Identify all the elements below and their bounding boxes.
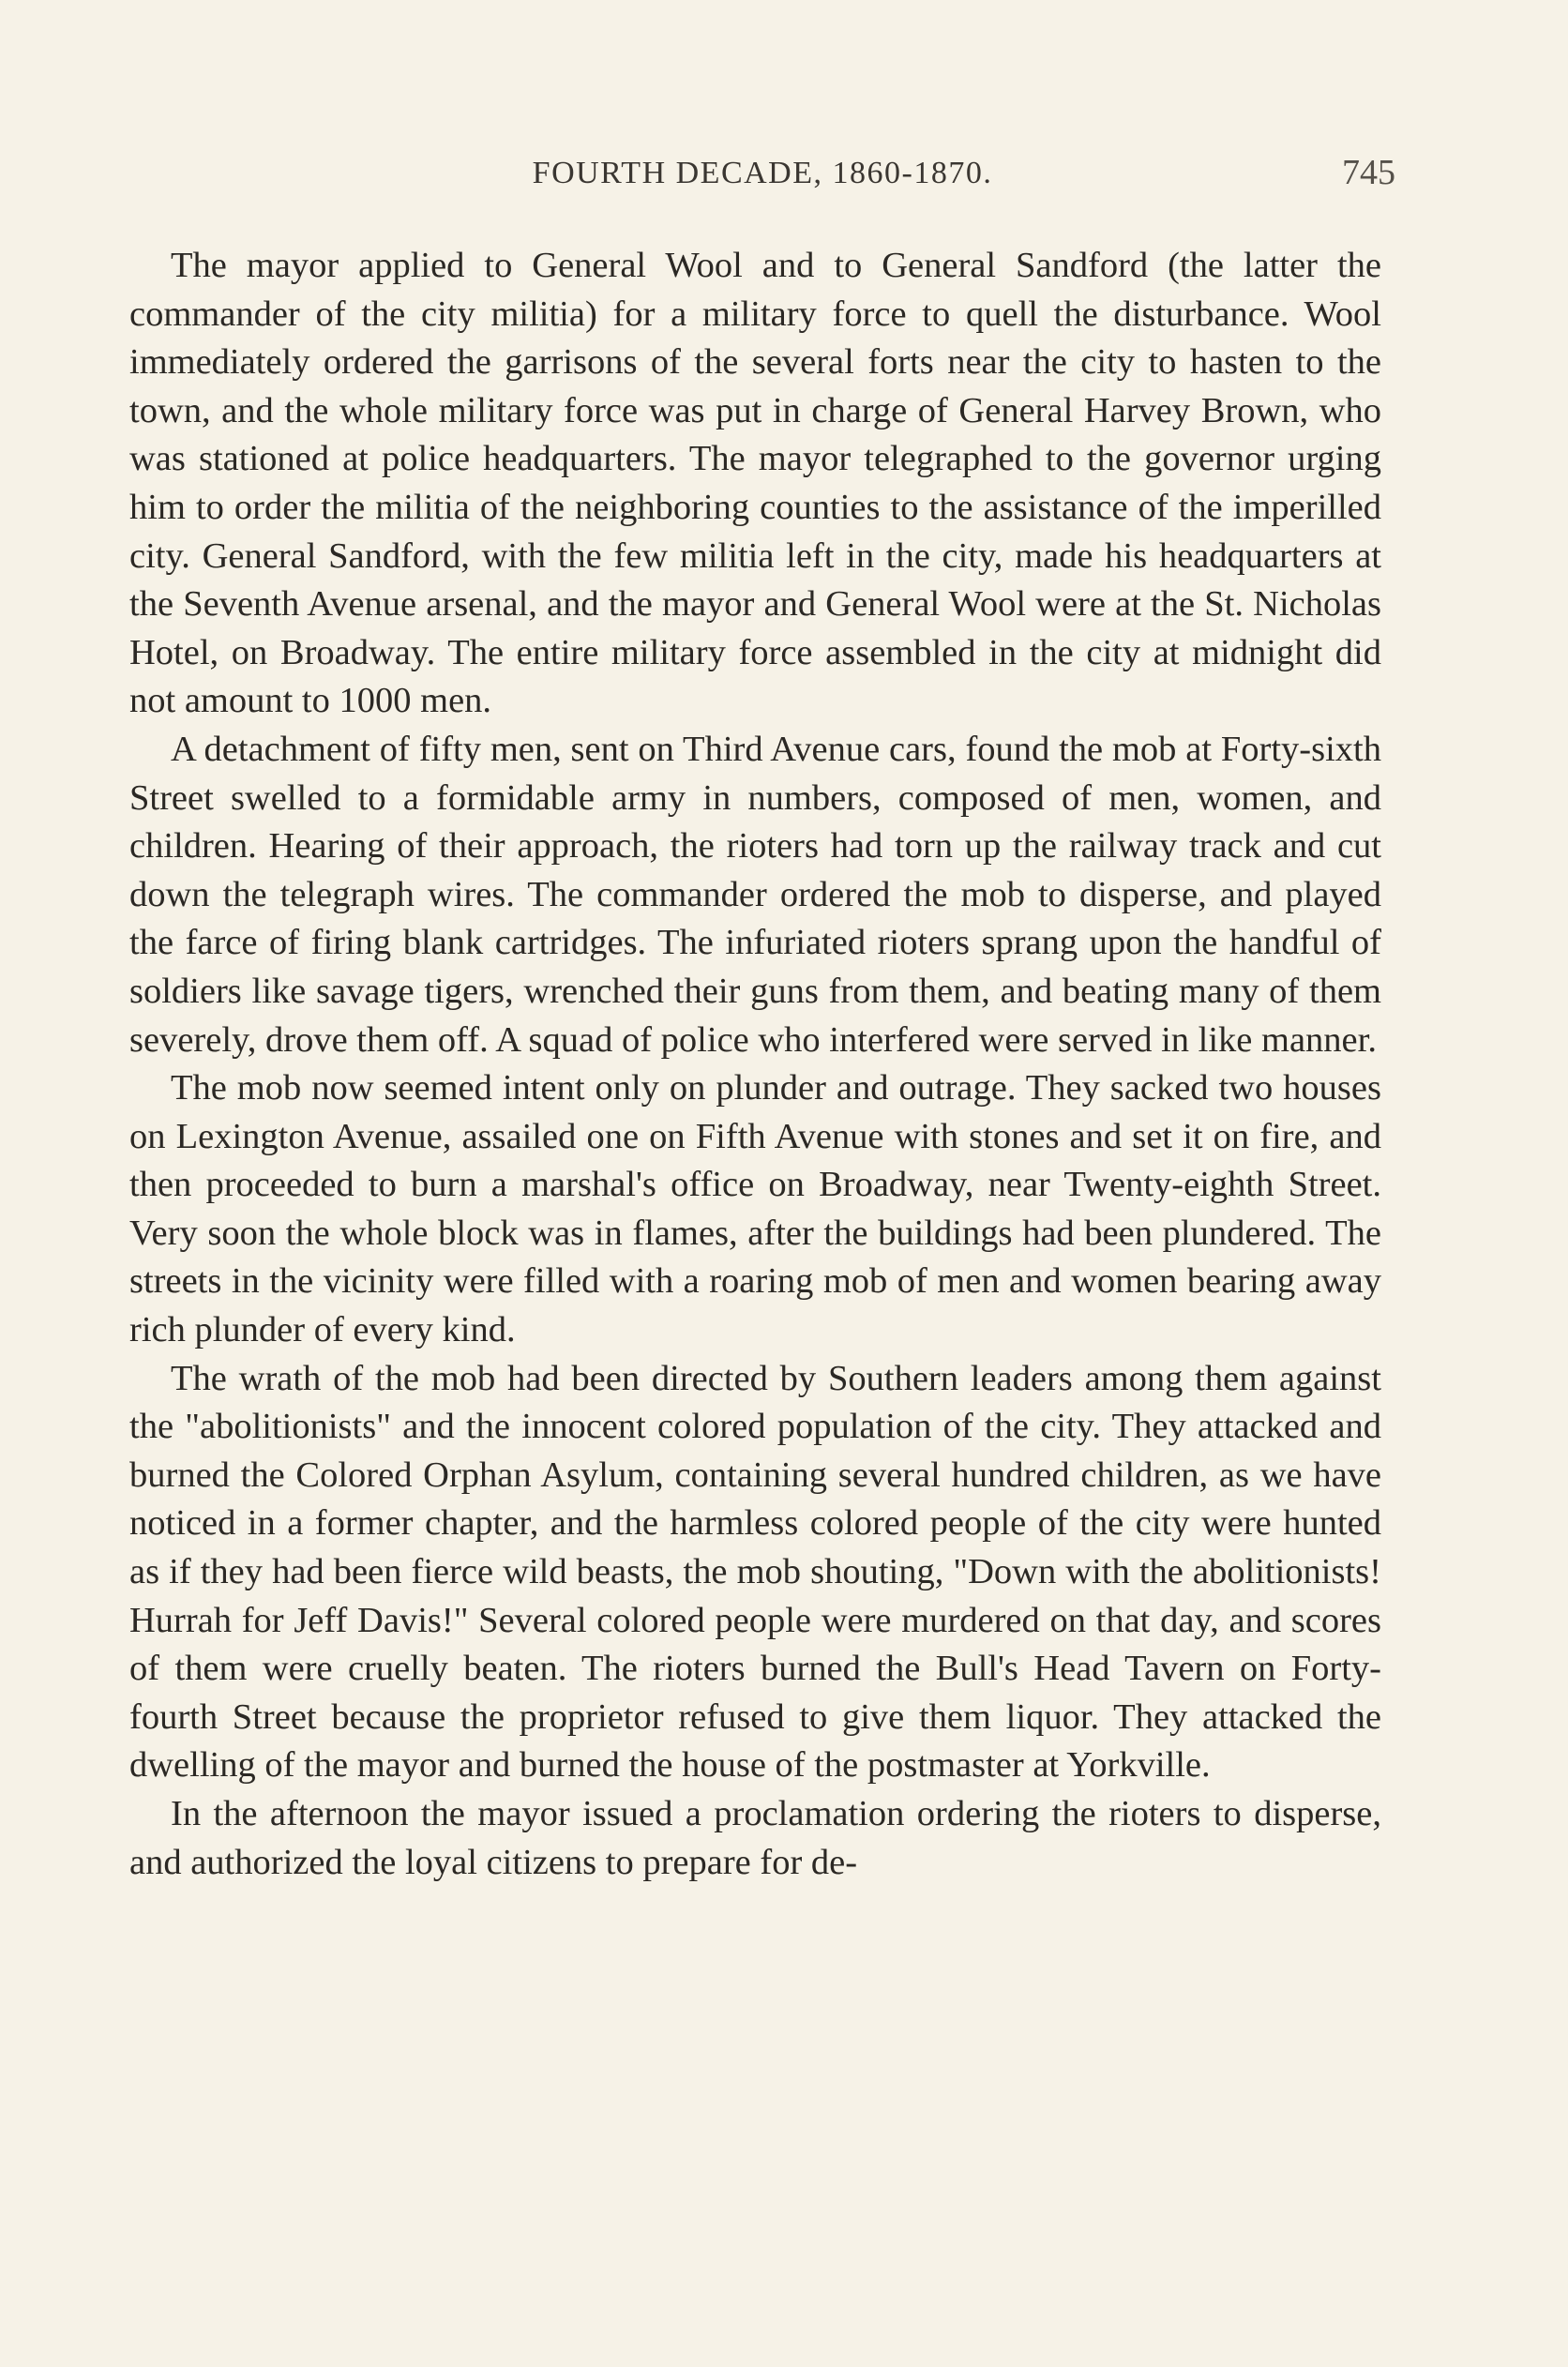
running-head <box>129 146 1395 193</box>
body-text <box>129 242 1381 1887</box>
paragraph: A detachment of fifty men, sent on Third Avenue cars, found the mob at Forty-sixth Street swelled to a formidable army in numbers, composed of men, women, and children. Hearing of their approach, the rioters had torn up the railway track and cut down the telegraph wires. The commander ordered the mob to disperse, and played the farce of firing blank cartridges. The infuriated rioters sprang upon the handful of soldiers like savage tigers, wrenched their guns from them, and beating many of them severely, drove them off. A squad of police who interfered were served in like manner. <box>129 729 1381 1060</box>
paragraph: The mob now seemed intent only on plunder and outrage. They sacked two houses on Lexington Avenue, assailed one on Fifth Avenue with stones and set it on fire, and then proceeded to burn a marshal's office on Broadway, near Twenty-eighth Street. Very soon the whole block was in flames, after the buildings had been plundered. The streets in the vicinity were filled with a roaring mob of men and women bearing away rich plunder of every kind. <box>129 1068 1381 1350</box>
page-number: 745 <box>1342 153 1395 192</box>
paragraph: The mayor applied to General Wool and to General Sandford (the latter the commander of the city militia) for a military force to quell the disturbance. Wool immediately ordered the garrisons of the several forts near the city to hasten to the town, and the whole military force was put in charge of General Harvey Brown, who was stationed at police headquarters. The mayor telegraphed to the governor urging him to order the militia of the neighboring counties to the assistance of the imperilled city. General Sandford, with the few militia left in the city, made his headquarters at the Seventh Avenue arsenal, and the mayor and General Wool were at the St. Nicholas Hotel, on Broadway. The entire military force assembled in the city at midnight did not amount to 1000 men. <box>129 246 1381 721</box>
running-head-title: FOURTH DECADE, 1860-1870. <box>532 156 993 190</box>
paragraph: In the afternoon the mayor issued a proclamation ordering the rioters to disperse, and authorized the loyal citizens to prepare for de- <box>129 1794 1381 1882</box>
paragraph: The wrath of the mob had been directed by Southern leaders among them against the "abolitionists" and the innocent colored population of the city. They attacked and burned the Colored Orphan Asylum, containing several hundred children, as we have noticed in a former chapter, and the harmless colored people of the city were hunted as if they had been fierce wild beasts, the mob shouting, "Down with the abolitionists! Hurrah for Jeff Davis!" Several colored people were murdered on that day, and scores of them were cruelly beaten. The rioters burned the Bull's Head Tavern on Forty-fourth Street because the proprietor refused to give them liquor. They attacked the dwelling of the mayor and burned the house of the postmaster at Yorkville. <box>129 1358 1381 1786</box>
